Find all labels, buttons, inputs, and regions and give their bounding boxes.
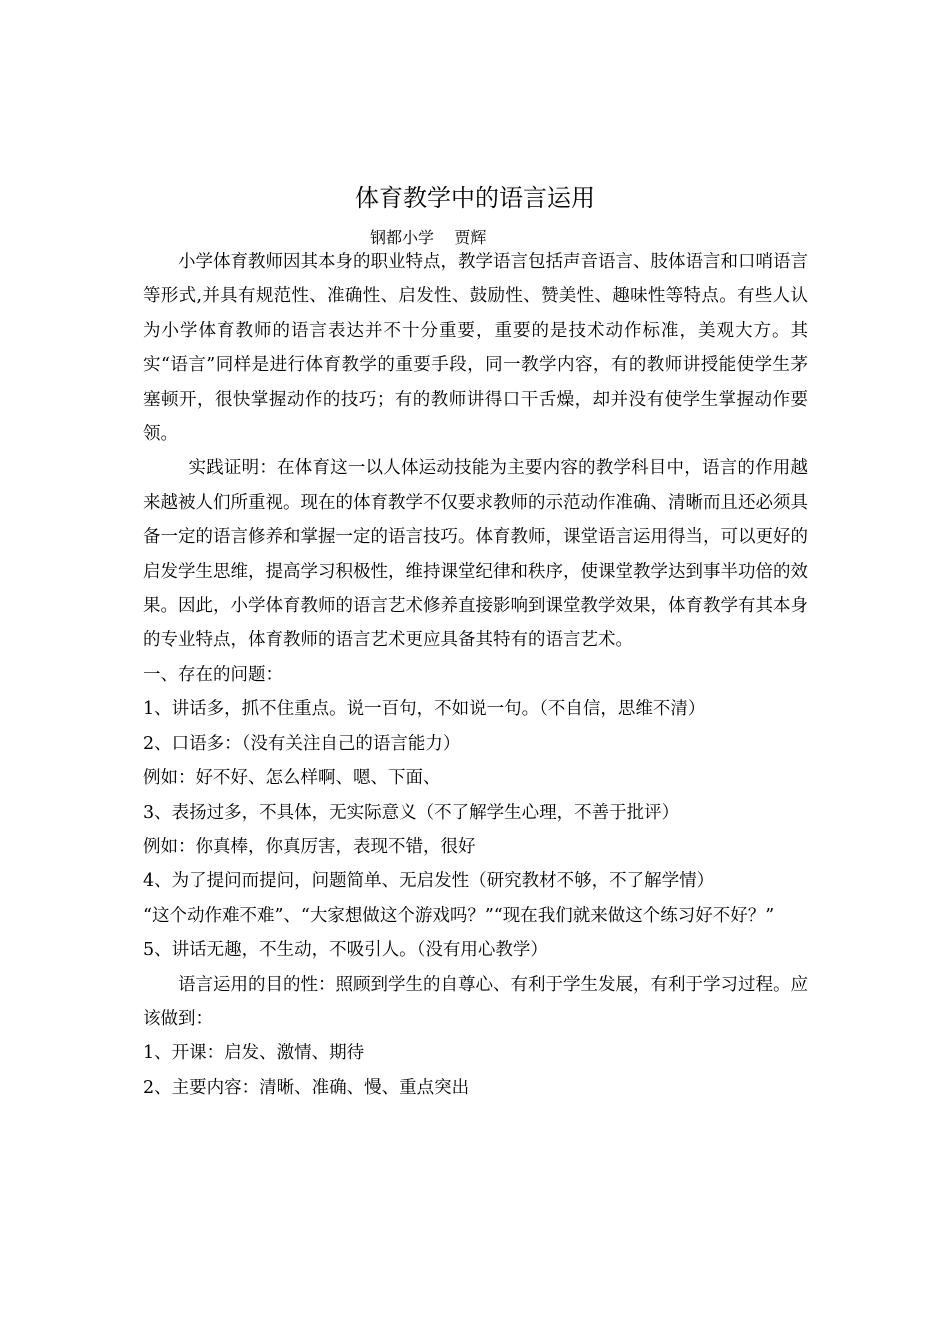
paragraph-purpose: 语言运用的目的性：照顾到学生的自尊心、有利于学生发展，有利于学习过程。应该做到： [143, 974, 808, 1029]
example-item-3: 例如：你真棒，你真厉害，表现不错，很好 [143, 836, 476, 857]
document-title: 体育教学中的语言运用 [355, 184, 595, 212]
document-body [143, 245, 808, 1105]
problem-item-2: 2、口语多：（没有关注自己的语言能力） [143, 733, 461, 754]
section-heading: 一、存在的问题： [143, 664, 283, 685]
paragraph-practice: 实践证明：在体育这一以人体运动技能为主要内容的教学科目中，语言的作用越来越被人们所重视。现在的体育教学不仅要求教师的示范动作准确、清晰而且还必须具备一定的语言修养和掌握一定的语言技巧。体育教师，课堂语言运用得当，可以更好的启发学生思维，提高学习积极性，维持课堂纪律和秩序，使课堂教学达到事半功倍的效果。因此，小学体育教师的语言艺术修养直接影响到课堂教学效果，体育教学有其本身的专业特点，体育教师的语言艺术更应具备其特有的语言艺术。 [143, 458, 808, 651]
todo-item-1: 1、开课：启发、激情、期待 [143, 1043, 365, 1064]
problem-item-4: 4、为了提问而提问，问题简单、无启发性（研究教材不够，不了解学情） [143, 871, 715, 892]
example-item-4: “这个动作难不难”、“大家想做这个游戏吗？”“现在我们就来做这个练习好不好？” [143, 905, 775, 926]
example-item-2: 例如：好不好、怎么样啊、嗯、下面、 [143, 768, 441, 789]
author-school: 钢都小学 [370, 228, 435, 247]
problem-item-3: 3、表扬过多，不具体，无实际意义（不了解学生心理，不善于批评） [143, 802, 680, 823]
author-name: 贾辉 [454, 228, 487, 247]
todo-item-2: 2、主要内容：清晰、准确、慢、重点突出 [143, 1077, 470, 1098]
problem-item-5: 5、讲话无趣，不生动，不吸引人。（没有用心教学） [143, 940, 548, 961]
paragraph-intro: 小学体育教师因其本身的职业特点，教学语言包括声音语言、肢体语言和口哨语言等形式,并具有规范性、准确性、启发性、鼓励性、赞美性、趣味性等特点。有些人认为小学体育教师的语言表达并不十分重要，重要的是技术动作标准，美观大方。其实“语言”同样是进行体育教学的重要手段，同一教学内容，有的教师讲授能使学生茅塞顿开，很快掌握动作的技巧；有的教师讲得口干舌燥，却并没有使学生掌握动作要领。 [143, 252, 808, 445]
problem-item-1: 1、讲话多，抓不住重点。说一百句，不如说一句。（不自信，思维不清） [143, 699, 706, 720]
